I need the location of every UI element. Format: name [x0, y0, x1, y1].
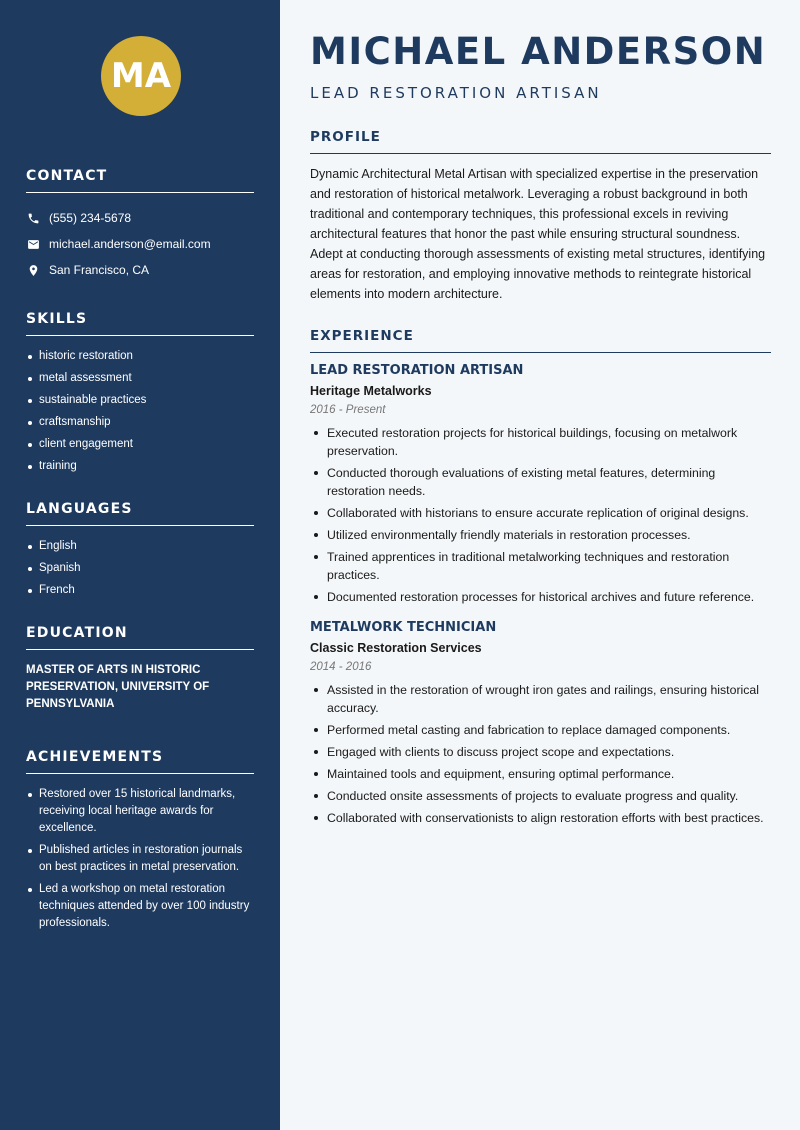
achievements-section	[26, 749, 254, 932]
experience-heading: EXPERIENCE	[310, 328, 771, 353]
skill-item: craftsmanship	[26, 414, 254, 431]
email-text: michael.anderson@email.com	[49, 237, 211, 251]
duty-item: Engaged with clients to discuss project scope and expectations.	[310, 743, 771, 761]
experience-section	[310, 328, 771, 827]
duty-item: Performed metal casting and fabrication to replace damaged components.	[310, 721, 771, 739]
contact-heading: CONTACT	[26, 168, 254, 193]
job-title: LEAD RESTORATION ARTISAN	[310, 363, 524, 378]
email-icon	[26, 237, 40, 251]
profile-heading: PROFILE	[310, 129, 771, 154]
phone-text: (555) 234-5678	[49, 211, 132, 225]
job-duties	[310, 681, 771, 827]
language-item: Spanish	[26, 560, 254, 577]
contact-phone	[26, 205, 254, 231]
avatar: MA	[101, 36, 181, 116]
skills-list	[26, 348, 254, 475]
languages-heading: LANGUAGES	[26, 501, 254, 526]
skill-item: client engagement	[26, 436, 254, 453]
duty-item: Conducted thorough evaluations of existing metal features, determining restoration needs.	[310, 464, 771, 500]
achievements-heading: ACHIEVEMENTS	[26, 749, 254, 774]
education-section	[26, 625, 254, 713]
skill-item: historic restoration	[26, 348, 254, 365]
duty-item: Trained apprentices in traditional metalworking techniques and restoration practices.	[310, 548, 771, 584]
language-item: French	[26, 582, 254, 599]
location-text: San Francisco, CA	[49, 263, 150, 277]
job-dates: 2014 - 2016	[310, 661, 372, 673]
education-degree: MASTER OF ARTS IN HISTORIC PRESERVATION, UNIVERSITY OF PENNSYLVANIA	[26, 664, 210, 710]
job-duties	[310, 424, 771, 606]
skill-item: metal assessment	[26, 370, 254, 387]
job-entry	[310, 363, 771, 606]
job-company: Heritage Metalworks	[310, 384, 432, 398]
location-icon	[26, 263, 40, 277]
contact-email	[26, 231, 254, 257]
achievement-item: Led a workshop on metal restoration techniques attended by over 100 industry professionals.	[26, 881, 254, 932]
phone-icon	[26, 211, 40, 225]
duty-item: Executed restoration projects for historical buildings, focusing on metalwork preservation.	[310, 424, 771, 460]
languages-section	[26, 501, 254, 599]
skill-item: sustainable practices	[26, 392, 254, 409]
achievement-item: Published articles in restoration journals on best practices in metal preservation.	[26, 842, 254, 876]
job-title: METALWORK TECHNICIAN	[310, 620, 497, 635]
contact-section	[26, 168, 254, 283]
duty-item: Documented restoration processes for historical archives and future reference.	[310, 588, 771, 606]
candidate-title: LEAD RESTORATION ARTISAN	[310, 84, 602, 102]
job-company: Classic Restoration Services	[310, 641, 482, 655]
job-dates: 2016 - Present	[310, 404, 386, 416]
duty-item: Utilized environmentally friendly materials in restoration processes.	[310, 526, 771, 544]
languages-list	[26, 538, 254, 599]
duty-item: Maintained tools and equipment, ensuring optimal performance.	[310, 765, 771, 783]
language-item: English	[26, 538, 254, 555]
skill-item: training	[26, 458, 254, 475]
profile-text: Dynamic Architectural Metal Artisan with specialized expertise in the preservation and restoration of historical metalwork. Leveraging a robust background in both traditional and contemporary techniques, this professional excels in reviving architectural features that honor the past while ensuring structural soundness. Adept at conducting thorough assessments of existing metal structures, identifying areas for restoration, and employing innovative methods to reintegrate historical elements into modern architecture.	[310, 167, 766, 301]
profile-section	[310, 129, 771, 304]
skills-section	[26, 311, 254, 475]
duty-item: Collaborated with historians to ensure accurate replication of original designs.	[310, 504, 771, 522]
duty-item: Collaborated with conservationists to align restoration efforts with best practices.	[310, 809, 771, 827]
job-entry	[310, 620, 771, 827]
education-heading: EDUCATION	[26, 625, 254, 650]
candidate-name: MICHAEL ANDERSON	[310, 30, 767, 73]
main-content	[310, 30, 771, 841]
achievement-item: Restored over 15 historical landmarks, receiving local heritage awards for excellence.	[26, 786, 254, 837]
achievements-list	[26, 786, 254, 932]
duty-item: Assisted in the restoration of wrought iron gates and railings, ensuring historical accuracy.	[310, 681, 771, 717]
duty-item: Conducted onsite assessments of projects to evaluate progress and quality.	[310, 787, 771, 805]
sidebar	[0, 0, 280, 1130]
skills-heading: SKILLS	[26, 311, 254, 336]
contact-location	[26, 257, 254, 283]
